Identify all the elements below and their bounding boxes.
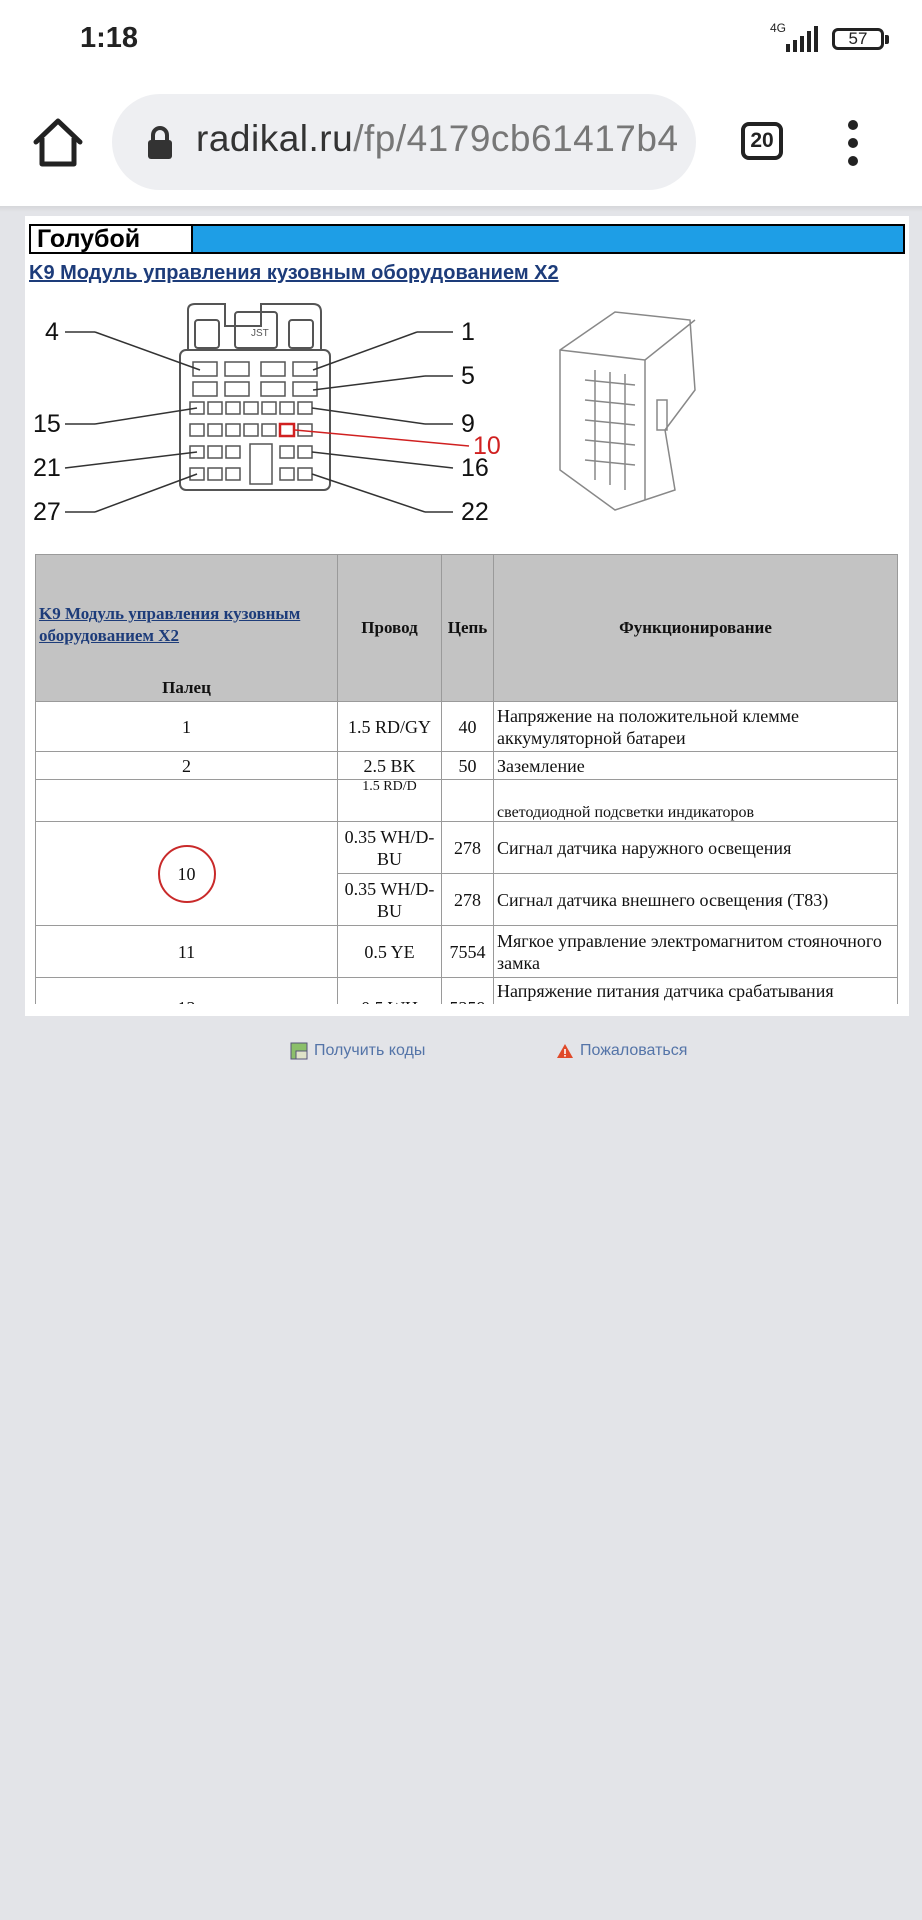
toolbar-shadow (0, 206, 922, 212)
header-circuit: Цепь (442, 555, 494, 702)
lock-icon[interactable] (146, 126, 174, 160)
pin-cell-highlighted (36, 822, 338, 926)
pin-label-10: 10 (473, 432, 501, 460)
url-host: radikal.ru (196, 118, 354, 159)
pin-label-27: 27 (33, 498, 61, 526)
red-circle-highlight: 10 (158, 845, 216, 903)
battery-icon: 57 (832, 28, 884, 50)
header-pin-label: Палец (162, 678, 211, 697)
function-cell: светодиодной подсветки индикаторов (494, 780, 898, 822)
table-row (36, 752, 898, 780)
url-text[interactable] (196, 118, 679, 160)
wire-cell: 1.5 RD/D (338, 780, 442, 822)
signal-icon (786, 26, 820, 52)
browser-toolbar (0, 84, 922, 206)
table-row (36, 822, 898, 874)
module-title-link[interactable]: K9 Модуль управления кузовным оборудованием X2 (29, 262, 559, 284)
circuit-cell (442, 780, 494, 822)
pin-label-4: 4 (45, 318, 59, 346)
get-codes-label: Получить коды (314, 1042, 426, 1060)
pinout-table (35, 554, 898, 1016)
function-cell: Сигнал датчика внешнего освещения (T83) (494, 874, 898, 926)
header-function: Функционирование (494, 555, 898, 702)
pin-cell: 2 (36, 752, 338, 780)
table-row (36, 926, 898, 978)
pin-label-1: 1 (461, 318, 475, 346)
connector-color-label: Голубой (31, 226, 193, 252)
pin-cell (36, 780, 338, 822)
address-bar[interactable] (112, 94, 696, 190)
pin-cell: 1 (36, 702, 338, 752)
table-row (36, 702, 898, 752)
wire-cell: 2.5 BK (338, 752, 442, 780)
wire-cell: 0.35 WH/D-BU (338, 822, 442, 874)
connector-pinout-image (25, 216, 909, 1016)
warning-icon (556, 1042, 574, 1060)
wire-cell: 0.5 YE (338, 926, 442, 978)
pin-label-9: 9 (461, 410, 475, 438)
circuit-cell: 278 (442, 874, 494, 926)
function-cell: Мягкое управление электромагнитом стояночного замка (494, 926, 898, 978)
report-label: Пожаловаться (580, 1042, 688, 1060)
pin-label-21: 21 (33, 454, 61, 482)
tab-switcher-button[interactable]: 20 (741, 122, 783, 160)
url-path: /fp/4179cb61417b4 (353, 118, 679, 159)
home-icon[interactable] (30, 114, 86, 170)
image-bottom-edge (25, 1004, 909, 1016)
pin-label-15: 15 (33, 410, 61, 438)
circuit-cell: 40 (442, 702, 494, 752)
connector-marking: JST (251, 328, 269, 339)
get-codes-link[interactable] (290, 1042, 425, 1060)
table-header-row (36, 555, 898, 702)
circuit-cell: 278 (442, 822, 494, 874)
circuit-cell: 50 (442, 752, 494, 780)
circuit-cell: 7554 (442, 926, 494, 978)
wire-cell: 1.5 RD/GY (338, 702, 442, 752)
connector-color-swatch (193, 226, 903, 252)
status-bar (0, 0, 922, 84)
pin-label-22: 22 (461, 498, 489, 526)
header-module-link[interactable]: K9 Модуль управления кузовным оборудованием X2 (39, 604, 301, 645)
header-wire: Провод (338, 555, 442, 702)
pin-label-5: 5 (461, 362, 475, 390)
more-menu-icon[interactable] (848, 120, 858, 166)
connector-color-row (29, 224, 905, 254)
pin-cell: 11 (36, 926, 338, 978)
function-cell: Напряжение на положительной клемме аккумуляторной батареи (494, 702, 898, 752)
function-cell: Сигнал датчика наружного освещения (494, 822, 898, 874)
pin-label-16: 16 (461, 454, 489, 482)
clock: 1:18 (80, 22, 139, 54)
wire-cell: 0.35 WH/D-BU (338, 874, 442, 926)
battery-tip (885, 35, 889, 44)
network-type: 4G (770, 21, 787, 35)
function-cell: Напряжение питания датчика срабатывания (494, 978, 898, 1017)
table-row-torn (36, 780, 898, 822)
code-icon (290, 1042, 308, 1060)
function-cell: Заземление (494, 752, 898, 780)
report-link[interactable] (556, 1042, 687, 1060)
header-pin (36, 555, 338, 702)
